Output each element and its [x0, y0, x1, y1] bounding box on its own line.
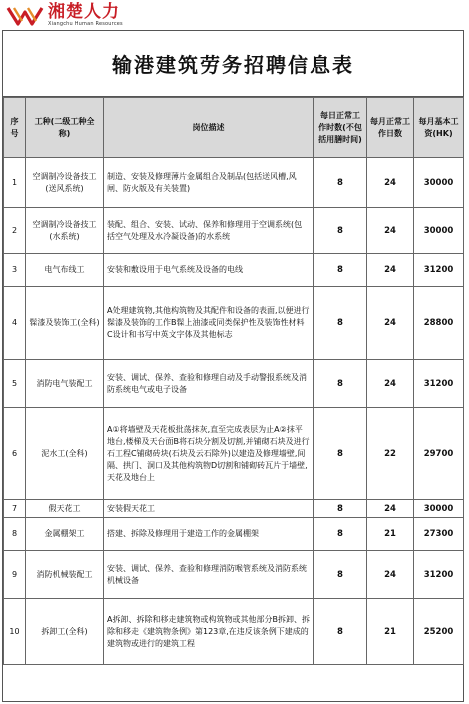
row-no: 4	[4, 287, 26, 360]
row-days: 24	[367, 551, 414, 599]
row-desc: 安装假天花工	[104, 500, 314, 518]
row-trade: 拆卸工(全科)	[26, 599, 104, 665]
row-days: 24	[367, 360, 414, 408]
row-no: 2	[4, 208, 26, 254]
row-trade: 电气布线工	[26, 254, 104, 287]
header-desc: 岗位描述	[104, 98, 314, 158]
row-no: 10	[4, 599, 26, 665]
brand-mark-icon	[6, 4, 46, 26]
row-hours: 8	[314, 208, 367, 254]
recruitment-table	[3, 97, 464, 665]
row-wage: 29700	[414, 408, 464, 500]
row-desc: 装配、组合、安装、试动、保养和修理用于空调系统(包括空气处理及水冷凝设备)的水系统	[104, 208, 314, 254]
row-no: 7	[4, 500, 26, 518]
row-no: 6	[4, 408, 26, 500]
recruitment-sheet	[2, 30, 464, 702]
row-no: 9	[4, 551, 26, 599]
row-wage: 27300	[414, 518, 464, 551]
table-row	[4, 599, 464, 665]
row-desc: 制造、安装及修理薄片金属组合及制品(包括送风槽,风闸、防火版及有关装置)	[104, 158, 314, 208]
row-desc: 安装、调试、保养、查验和修理自动及手动警报系统及消防系统电气或电子设备	[104, 360, 314, 408]
row-no: 1	[4, 158, 26, 208]
row-trade: 消防电气装配工	[26, 360, 104, 408]
row-hours: 8	[314, 500, 367, 518]
row-trade: 假天花工	[26, 500, 104, 518]
row-desc: 安装和敷设用于电气系统及设备的电线	[104, 254, 314, 287]
table-row	[4, 408, 464, 500]
row-wage: 31200	[414, 360, 464, 408]
header-seq: 序号	[4, 98, 26, 158]
table-row	[4, 360, 464, 408]
row-wage: 31200	[414, 551, 464, 599]
table-row	[4, 158, 464, 208]
row-days: 21	[367, 599, 414, 665]
brand-name: 湘楚人力	[48, 1, 120, 22]
row-wage: 30000	[414, 500, 464, 518]
table-row	[4, 518, 464, 551]
table-row	[4, 551, 464, 599]
row-wage: 28800	[414, 287, 464, 360]
row-desc: 搭建、拆除及修理用于建造工作的金属棚架	[104, 518, 314, 551]
row-wage: 31200	[414, 254, 464, 287]
table-row	[4, 500, 464, 518]
row-trade: 空调制冷设备技工(水系统)	[26, 208, 104, 254]
row-trade: 泥水工(全科)	[26, 408, 104, 500]
header-hours: 每日正常工作时数(不包括用膳时间)	[314, 98, 367, 158]
row-no: 8	[4, 518, 26, 551]
table-header-row	[4, 98, 464, 158]
page-title: 输港建筑劳务招聘信息表	[3, 31, 463, 97]
row-hours: 8	[314, 599, 367, 665]
header-wage: 每月基本工资(HK)	[414, 98, 464, 158]
row-hours: 8	[314, 158, 367, 208]
row-desc: A处理建筑物,其他构筑物及其配件和设备的表面,以便进行髹漆及装饰的工作B髹上油漆或同类保护性及装饰性材料C设计和书写中英文字体及其他标志	[104, 287, 314, 360]
table-row	[4, 287, 464, 360]
row-hours: 8	[314, 551, 367, 599]
row-trade: 金属棚架工	[26, 518, 104, 551]
row-days: 21	[367, 518, 414, 551]
table-row	[4, 208, 464, 254]
row-days: 24	[367, 500, 414, 518]
brand-name-en: Xiangchu Human Resources	[48, 20, 123, 27]
row-days: 24	[367, 208, 414, 254]
row-days: 24	[367, 254, 414, 287]
row-days: 24	[367, 158, 414, 208]
header-days: 每月正常工作日数	[367, 98, 414, 158]
row-days: 22	[367, 408, 414, 500]
table-row	[4, 254, 464, 287]
row-hours: 8	[314, 254, 367, 287]
row-hours: 8	[314, 360, 367, 408]
row-hours: 8	[314, 287, 367, 360]
row-no: 5	[4, 360, 26, 408]
row-hours: 8	[314, 408, 367, 500]
row-desc: A拆卸、拆除和移走建筑物或构筑物或其他部分B拆卸、拆除和移走《建筑物条例》第123章,在违反该条例下建成的建筑物或进行的建筑工程	[104, 599, 314, 665]
row-trade: 消防机械装配工	[26, 551, 104, 599]
row-wage: 30000	[414, 208, 464, 254]
row-days: 24	[367, 287, 414, 360]
row-wage: 25200	[414, 599, 464, 665]
header-trade: 工种(二级工种全称)	[26, 98, 104, 158]
row-wage: 30000	[414, 158, 464, 208]
row-desc: A①将墙壁及天花板批荡抹灰,直至完成表层为止A②抹平地台,楼梯及天台面B将石块分割及切割,并铺砌石块及进行石工程C铺砌砖块(石块及云石除外)以建造及修理墙壁,间隔、拱门、洞口及其他构筑物D切割和铺砌砖瓦片于墙壁,天花及地台上	[104, 408, 314, 500]
row-no: 3	[4, 254, 26, 287]
row-hours: 8	[314, 518, 367, 551]
row-trade: 空调制冷设备技工(送风系统)	[26, 158, 104, 208]
row-desc: 安装、调试、保养、查验和修理消防喉管系统及消防系统机械设备	[104, 551, 314, 599]
row-trade: 髹漆及装饰工(全科)	[26, 287, 104, 360]
brand-logo	[6, 3, 123, 27]
